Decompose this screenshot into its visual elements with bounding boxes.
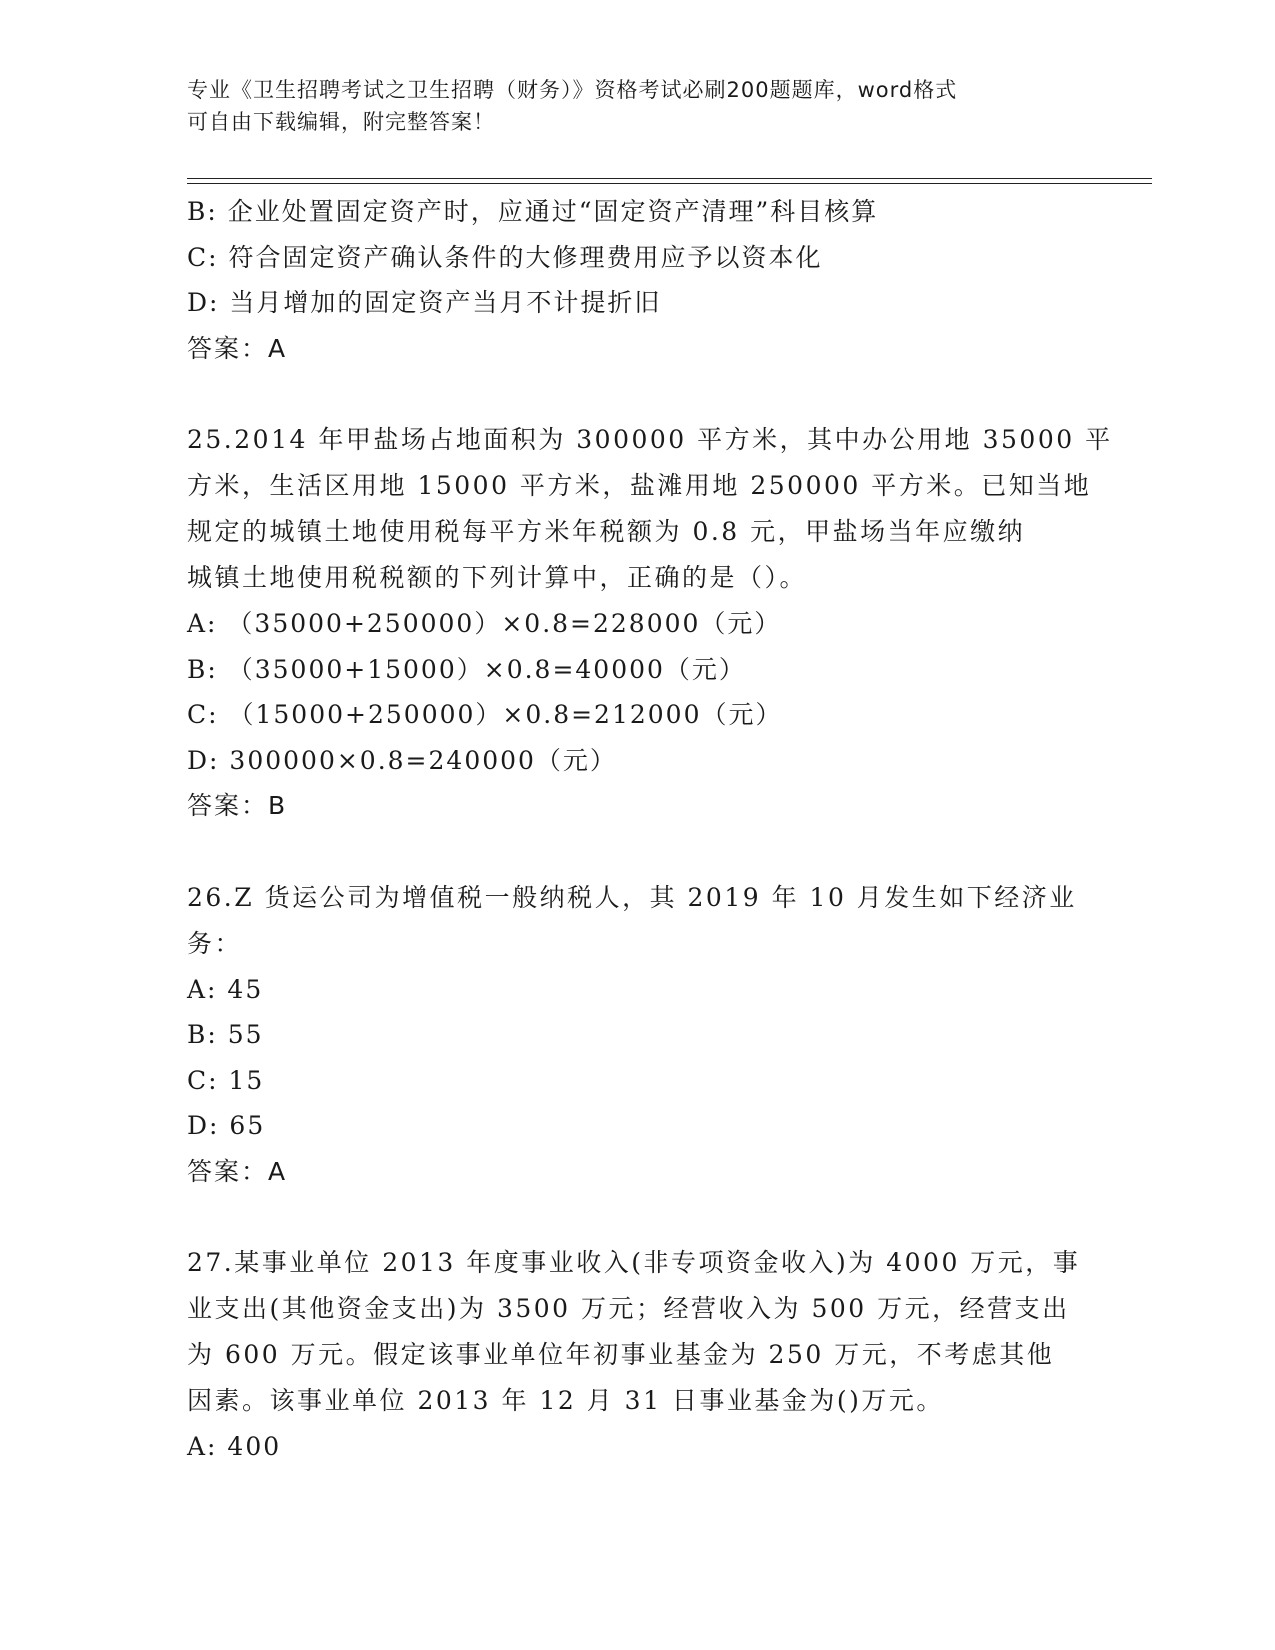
option-d: D: 300000×0.8=240000（元） — [187, 745, 617, 775]
spacer — [187, 829, 1077, 875]
option-b: B: 企业处置固定资产时，应通过“固定资产清理”科目核算 — [187, 197, 879, 226]
option-b: B: 55 — [187, 1020, 264, 1049]
question-text-line: 规定的城镇土地使用税每平方米年税额为 0.8 元，甲盐场当年应缴纳 — [187, 517, 1026, 546]
question-text-line: 26.Z 货运公司为增值税一般纳税人，其 2019 年 10 月发生如下经济业 — [187, 882, 1077, 912]
answer: 答案：B — [187, 791, 288, 820]
spacer — [187, 1194, 1077, 1240]
question-text-line: 务： — [187, 928, 243, 958]
option-d: D: 65 — [187, 1111, 266, 1140]
option-b: B: （35000+15000）×0.8=40000（元） — [187, 654, 746, 684]
option-a: A: （35000+250000）×0.8=228000（元） — [187, 609, 782, 638]
option-c: C: 符合固定资产确认条件的大修理费用应予以资本化 — [187, 242, 823, 272]
question-25 — [187, 417, 1113, 829]
header-line-1: 专业《卫生招聘考试之卫生招聘（财务）》资格考试必刷200题题库，word格式 — [187, 78, 958, 102]
question-list — [187, 189, 1113, 1470]
question-26 — [187, 875, 1077, 1195]
header-line-2: 可自由下载编辑，附完整答案！ — [187, 110, 495, 134]
question-24-tail — [187, 189, 1077, 371]
option-c: C: （15000+250000）×0.8=212000（元） — [187, 700, 783, 729]
option-a: A: 45 — [187, 974, 264, 1004]
question-text-line: 为 600 万元。假定该事业单位年初事业基金为 250 万元，不考虑其他 — [187, 1340, 1055, 1369]
question-27 — [187, 1240, 1081, 1470]
question-text-line: 方米，生活区用地 15000 平方米，盐滩用地 250000 平方米。已知当地 — [187, 471, 1092, 500]
answer: 答案：A — [187, 1156, 288, 1186]
option-a: A: 400 — [187, 1432, 282, 1461]
option-c: C: 15 — [187, 1065, 265, 1095]
question-text-line: 业支出(其他资金支出)为 3500 万元；经营收入为 500 万元，经营支出 — [187, 1294, 1070, 1323]
answer: 答案：A — [187, 333, 288, 363]
header-divider — [187, 178, 1152, 184]
question-text-line: 城镇土地使用税税额的下列计算中，正确的是（）。 — [187, 563, 808, 592]
spacer — [187, 371, 1077, 417]
question-text-line: 因素。该事业单位 2013 年 12 月 31 日事业基金为()万元。 — [187, 1386, 944, 1415]
page-header — [187, 74, 1067, 138]
question-text-line: 25.2014 年甲盐场占地面积为 300000 平方米，其中办公用地 35000 平 — [187, 425, 1113, 454]
option-d: D: 当月增加的固定资产当月不计提折旧 — [187, 288, 662, 317]
question-text-line: 27.某事业单位 2013 年度事业收入(非专项资金收入)为 4000 万元，事 — [187, 1248, 1081, 1277]
